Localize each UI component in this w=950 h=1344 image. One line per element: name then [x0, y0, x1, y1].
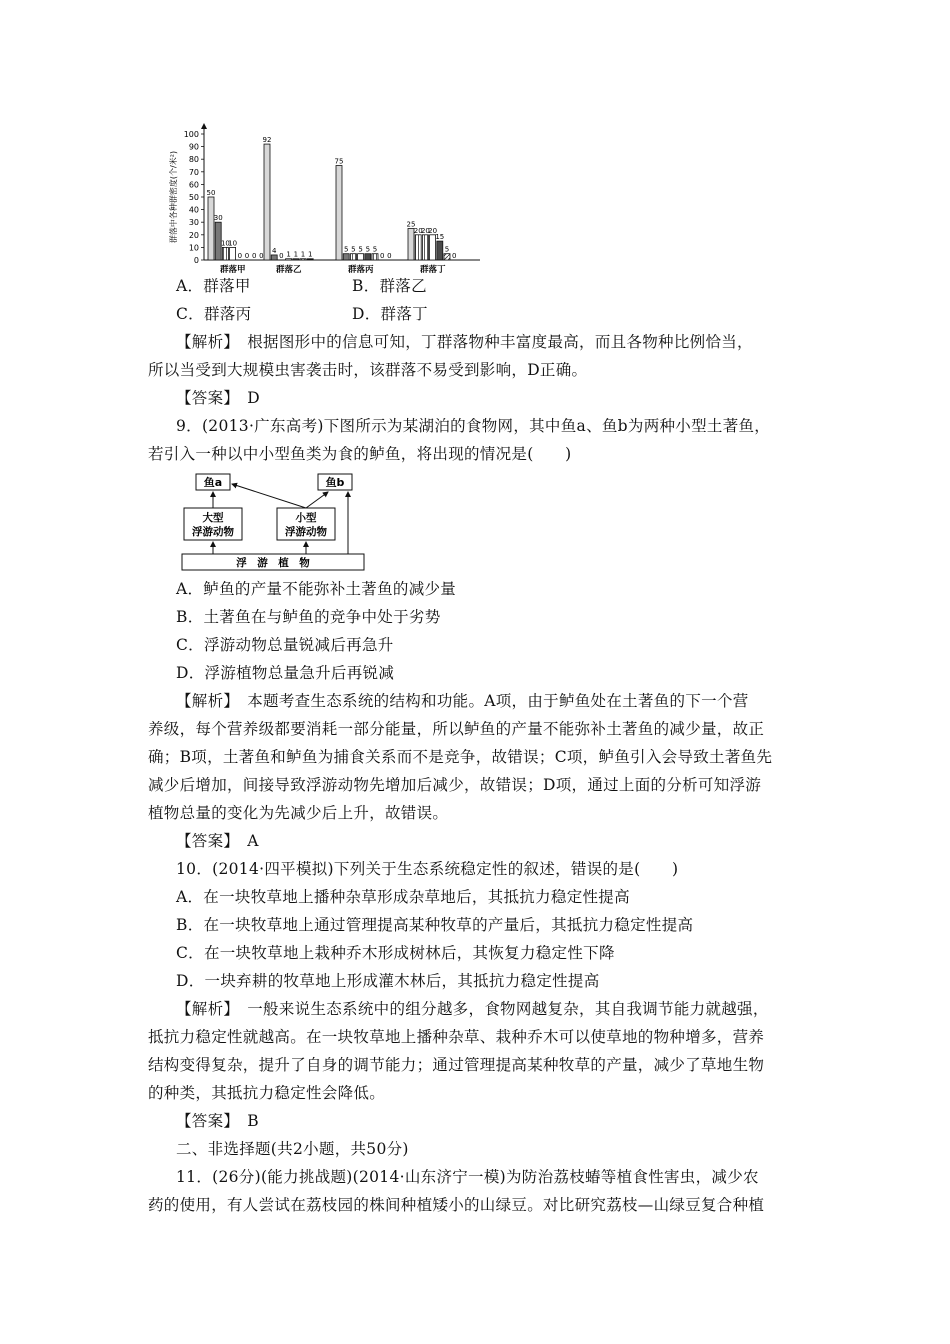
q10-analysis-line: 的种类，其抵抗力稳定性会降低。 [148, 1084, 386, 1102]
q9-analysis-line: 减少后增加，间接导致浮游动物先增加后减少，故错误；D项，通过上面的分析可知浮游 [148, 776, 762, 794]
large-zooplankton-label: 浮游动物 [192, 526, 234, 538]
y-tick-label: 30 [188, 218, 199, 228]
bar [208, 197, 214, 260]
bar [372, 254, 378, 260]
x-category-label: 群落丙 [348, 265, 374, 275]
bar [422, 235, 428, 260]
q10-option-c: C．在一块牧草地上栽种乔木形成树林后，其恢复力稳定性下降 [176, 944, 615, 962]
bar-value-label: 15 [435, 233, 445, 242]
bar [415, 235, 421, 260]
q9-stem-line: 9．(2013·广东高考)下图所示为某湖泊的食物网，其中鱼a、鱼b为两种小型土著鱼， [176, 417, 771, 435]
small-zooplankton-label: 浮游动物 [285, 526, 327, 538]
bar [444, 254, 450, 260]
q11-line: 药的使用，有人尝试在荔枝园的株间种植矮小的山绿豆。对比研究荔枝—山绿豆复合种植 [148, 1196, 765, 1214]
y-tick-label: 50 [188, 193, 199, 202]
section-heading: 二、非选择题(共2小题，共50分) [176, 1140, 409, 1158]
bar [264, 144, 270, 260]
bar-value-label: 5 [444, 245, 450, 254]
bar-chart-svg [168, 120, 488, 280]
q10-option-b: B．在一块牧草地上通过管理提高某种牧草的产量后，其抵抗力稳定性提高 [176, 916, 694, 934]
y-axis-arrow [201, 123, 207, 129]
bar [230, 247, 236, 260]
bar-value-label: 5 [343, 245, 349, 254]
q11-line: 11．(26分)(能力挑战题)(2014·山东济宁一模)为防治荔枝蝽等植食性害虫，减少农 [176, 1168, 759, 1186]
bar-value-label: 92 [262, 136, 272, 145]
bar-value-label: 0 [259, 252, 264, 260]
bar-value-label: 1 [300, 250, 306, 259]
bar-value-label: 4 [271, 246, 277, 255]
q10-analysis-line: 结构变得复杂，提升了自身的调节能力；通过管理提高某种牧草的产量，减少了草地生物 [148, 1056, 765, 1074]
bar-value-label: 5 [358, 245, 363, 254]
y-axis-label: 群落中各种群密度(个/米²) [169, 150, 178, 244]
bar [358, 254, 364, 260]
q9-option-d: D．浮游植物总量急升后再锐减 [176, 664, 395, 682]
bar-value-label: 5 [365, 245, 371, 254]
food-web-svg [178, 468, 368, 574]
fish-b-label: 鱼b [325, 476, 345, 489]
bar-value-label: 0 [237, 252, 243, 260]
q9-option-a: A．鲈鱼的产量不能弥补土著鱼的减少量 [176, 580, 457, 598]
q9-option-c: C．浮游动物总量锐减后再急升 [176, 636, 394, 654]
bar-value-label: 25 [406, 220, 416, 229]
y-tick-label: 20 [188, 230, 199, 240]
q10-analysis-line: 抵抗力稳定性就越高。在一块牧草地上播种杂草、栽种乔木可以使草地的物种增多，营养 [148, 1028, 765, 1046]
bar-value-label: 10 [220, 239, 230, 248]
x-category-label: 群落甲 [220, 265, 246, 275]
bar-value-label: 0 [451, 252, 457, 260]
bar [293, 259, 299, 260]
q8-analysis-line: 【解析】 根据图形中的信息可知，丁群落物种丰富度最高，而且各物种比例恰当， [176, 333, 753, 351]
bar [271, 255, 277, 260]
bar-value-label: 0 [387, 252, 392, 260]
bar-value-label: 5 [372, 245, 378, 254]
bar-value-label: 1 [286, 250, 291, 259]
bar [336, 166, 342, 261]
bar-value-label: 50 [206, 189, 216, 197]
q9-answer: 【答案】 A [176, 832, 259, 850]
fish-a-label: 鱼a [203, 476, 223, 489]
bar [286, 259, 292, 260]
bar-value-label: 0 [251, 252, 257, 260]
bar-value-label: 1 [307, 250, 313, 259]
bar [300, 259, 306, 260]
bar-value-label: 0 [279, 252, 284, 260]
y-tick-label: 100 [183, 130, 199, 139]
q9-analysis-line: 植物总量的变化为先减少后上升，故错误。 [148, 804, 449, 822]
q8-option-c: C．群落丙 [176, 305, 252, 323]
bar [307, 259, 313, 260]
bar [437, 241, 443, 260]
y-tick-label: 10 [188, 243, 199, 253]
q8-analysis-line: 所以当受到大规模虫害袭击时，该群落不易受到影响，D正确。 [148, 361, 588, 379]
bar [343, 254, 349, 260]
x-category-label: 群落丁 [420, 265, 446, 275]
arrow-small-to-fish-a [232, 484, 306, 508]
q8-option-d: D．群落丁 [352, 305, 428, 323]
food-web-diagram [178, 468, 368, 574]
y-tick-label: 60 [188, 180, 199, 190]
population-density-chart [168, 120, 488, 280]
bar [222, 247, 228, 260]
q9-option-b: B．土著鱼在与鲈鱼的竞争中处于劣势 [176, 608, 441, 626]
x-category-label: 群落乙 [276, 265, 302, 275]
q9-stem-line: 若引入一种以中小型鱼类为食的鲈鱼，将出现的情况是( ) [148, 445, 572, 463]
bar-value-label: 30 [213, 214, 223, 223]
phytoplankton-label: 浮 游 植 物 [236, 557, 310, 569]
q10-option-d: D．一块弃耕的牧草地上形成灌木林后，其抵抗力稳定性提高 [176, 972, 600, 990]
q10-stem: 10．(2014·四平模拟)下列关于生态系统稳定性的叙述，错误的是( ) [176, 860, 679, 878]
q8-option-b: B．群落乙 [352, 277, 427, 295]
bar-value-label: 10 [228, 239, 238, 248]
q10-answer: 【答案】 B [176, 1112, 259, 1130]
q8-option-a: A．群落甲 [176, 277, 251, 295]
bar-value-label: 20 [413, 226, 423, 235]
small-zooplankton-label: 小型 [295, 512, 317, 524]
q9-analysis-line: 确；B项，土著鱼和鲈鱼为捕食关系而不是竞争，故错误；C项，鲈鱼引入会导致土著鱼先 [148, 748, 773, 766]
arrow-small-to-fish-b [306, 492, 328, 508]
y-tick-label: 0 [193, 256, 199, 265]
bar-value-label: 0 [379, 252, 385, 260]
bar-value-label: 20 [428, 226, 438, 235]
bar-value-label: 0 [244, 252, 250, 260]
y-tick-label: 90 [188, 142, 199, 152]
q8-answer: 【答案】 D [176, 389, 260, 407]
q9-analysis-line: 【解析】 本题考查生态系统的结构和功能。A项，由于鲈鱼处在土著鱼的下一个营 [176, 692, 749, 710]
bar-value-label: 20 [420, 226, 430, 235]
large-zooplankton-label: 大型 [202, 512, 224, 524]
y-tick-label: 80 [188, 155, 199, 165]
bar-value-label: 1 [293, 250, 299, 259]
q9-analysis-line: 养级，每个营养级都要消耗一部分能量，所以鲈鱼的产量不能弥补土著鱼的减少量，故正 [148, 720, 765, 738]
bar [365, 254, 371, 260]
bar-value-label: 75 [334, 157, 344, 166]
q10-option-a: A．在一块牧草地上播种杂草形成杂草地后，其抵抗力稳定性提高 [176, 888, 630, 906]
bar-value-label: 5 [351, 245, 356, 254]
y-tick-label: 40 [188, 205, 199, 215]
q10-analysis-line: 【解析】 一般来说生态系统中的组分越多，食物网越复杂，其自我调节能力就越强， [176, 1000, 769, 1018]
bar [350, 254, 356, 260]
y-tick-label: 70 [188, 167, 199, 177]
